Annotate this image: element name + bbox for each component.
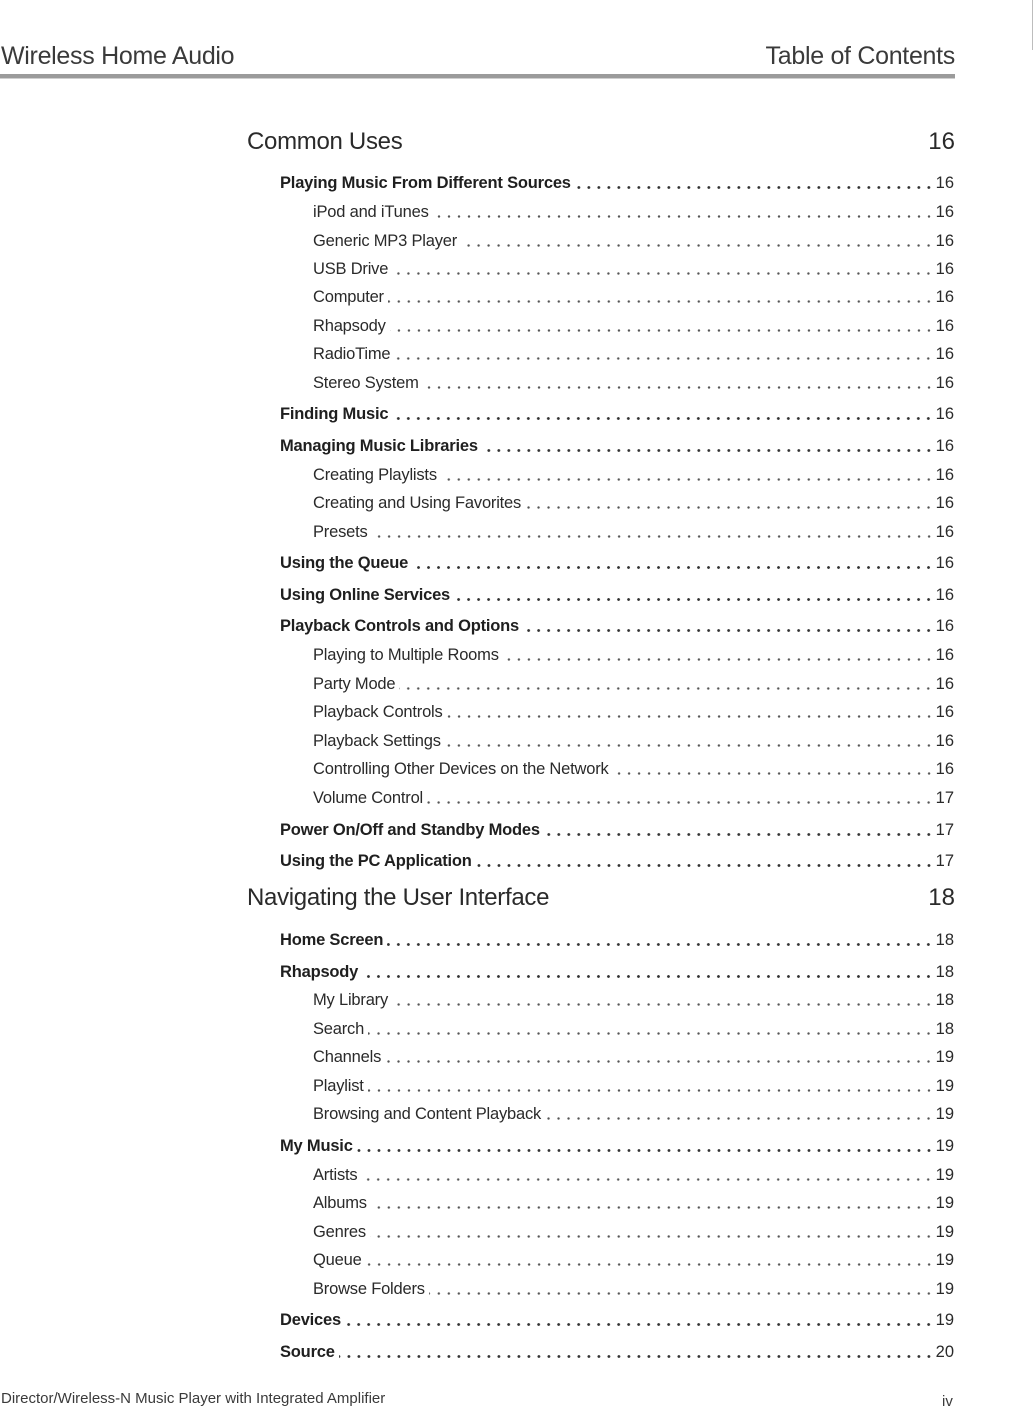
toc-entry-page: 17 xyxy=(935,789,954,807)
toc-entry-page: 19 xyxy=(935,1048,954,1066)
toc-entry-page: 18 xyxy=(928,884,955,911)
toc-subsection[interactable] xyxy=(313,491,954,513)
toc-entry-title: Channels xyxy=(313,1048,382,1066)
page-header xyxy=(0,42,955,78)
dot-leader xyxy=(371,1206,934,1209)
dot-leader xyxy=(392,417,933,420)
toc-entry-title: Common Uses xyxy=(247,128,403,155)
toc-section[interactable] xyxy=(280,551,954,573)
toc-subsection[interactable] xyxy=(313,200,954,222)
toc-entry-title: My Music xyxy=(280,1137,353,1155)
toc-entry-page: 18 xyxy=(935,963,954,981)
toc-subsection[interactable] xyxy=(313,1163,954,1185)
toc-section[interactable] xyxy=(280,1308,954,1330)
toc-entry-title: Rhapsody xyxy=(313,317,386,335)
toc-subsection[interactable] xyxy=(313,1102,954,1124)
dot-leader xyxy=(441,478,934,481)
toc-entry-page: 16 xyxy=(935,675,954,693)
toc-entry-title: Creating and Using Favorites xyxy=(313,494,522,512)
toc-entry-title: Artists xyxy=(313,1166,358,1184)
dot-leader xyxy=(447,715,934,718)
toc-entry-title: iPod and iTunes xyxy=(313,203,429,221)
toc-subsection[interactable] xyxy=(313,700,954,722)
toc-subsection[interactable] xyxy=(313,1074,954,1096)
toc-entry-page: 16 xyxy=(935,203,954,221)
dot-leader xyxy=(399,687,933,690)
section-title: Table of Contents xyxy=(765,42,955,70)
toc-entry-page: 19 xyxy=(935,1223,954,1241)
dot-leader xyxy=(461,244,934,247)
toc-section[interactable] xyxy=(280,849,954,871)
dot-leader xyxy=(388,300,934,303)
dot-leader xyxy=(392,1003,934,1006)
toc-entry-title: Using the Queue xyxy=(280,554,409,572)
dot-leader xyxy=(613,772,934,775)
dot-leader xyxy=(385,1060,934,1063)
toc-entry-title: Source xyxy=(280,1343,335,1361)
toc-subsection[interactable] xyxy=(313,257,954,279)
toc-entry-page: 18 xyxy=(935,991,954,1009)
dot-leader xyxy=(361,1178,933,1181)
toc-entry-title: Browsing and Content Playback xyxy=(313,1105,542,1123)
toc-entry-title: Search xyxy=(313,1020,365,1038)
toc-entry-title: Genres xyxy=(313,1223,366,1241)
dot-leader xyxy=(454,598,934,601)
toc-entry-title: Controlling Other Devices on the Network xyxy=(313,760,609,778)
dot-leader xyxy=(545,1117,934,1120)
dot-leader xyxy=(429,1292,934,1295)
toc-entry-page: 17 xyxy=(935,821,954,839)
dot-leader xyxy=(339,1355,934,1358)
toc-entry-page: 16 xyxy=(935,523,954,541)
toc-entry-title: Volume Control xyxy=(313,789,424,807)
toc-entry-title: Albums xyxy=(313,1194,367,1212)
dot-leader xyxy=(362,975,933,978)
dot-leader xyxy=(544,833,934,836)
dot-leader xyxy=(368,1089,934,1092)
toc-entry-title: Using the PC Application xyxy=(280,852,472,870)
toc-entry-page: 19 xyxy=(935,1166,954,1184)
toc-entry-page: 19 xyxy=(935,1077,954,1095)
dot-leader xyxy=(372,535,934,538)
toc-chapter[interactable] xyxy=(247,884,955,918)
dot-leader xyxy=(503,658,934,661)
toc-entry-title: Rhapsody xyxy=(280,963,359,981)
footer-page-number: iv xyxy=(942,1393,953,1410)
dot-leader xyxy=(357,1149,934,1152)
toc-entry-page: 17 xyxy=(935,852,954,870)
toc-entry-title: Managing Music Libraries xyxy=(280,437,478,455)
dot-leader xyxy=(392,272,933,275)
toc-entry-title: Presets xyxy=(313,523,368,541)
dot-leader xyxy=(423,386,934,389)
dot-leader xyxy=(433,215,934,218)
toc-entry-title: Using Online Services xyxy=(280,586,451,604)
toc-subsection[interactable] xyxy=(313,1248,954,1270)
toc-section[interactable] xyxy=(280,818,954,840)
toc-subsection[interactable] xyxy=(313,463,954,485)
toc-entry-page: 16 xyxy=(935,494,954,512)
toc-entry-page: 16 xyxy=(935,288,954,306)
toc-section[interactable] xyxy=(280,1340,954,1362)
toc-entry-page: 19 xyxy=(935,1311,954,1329)
toc-entry-title: Playing Music From Different Sources xyxy=(280,174,571,192)
toc-entry-title: Computer xyxy=(313,288,384,306)
document-title: Wireless Home Audio xyxy=(1,42,235,70)
dot-leader xyxy=(387,943,933,946)
toc-entry-page: 16 xyxy=(935,703,954,721)
toc-subsection[interactable] xyxy=(313,729,954,751)
toc-entry-page: 16 xyxy=(935,345,954,363)
toc-entry-page: 16 xyxy=(935,586,954,604)
toc-entry-page: 16 xyxy=(935,437,954,455)
toc-entry-page: 16 xyxy=(928,128,955,155)
toc-entry-title: Home Screen xyxy=(280,931,384,949)
toc-subsection[interactable] xyxy=(313,229,954,251)
toc-chapter[interactable] xyxy=(247,128,955,162)
toc-subsection[interactable] xyxy=(313,1017,954,1039)
toc-subsection[interactable] xyxy=(313,757,954,779)
toc-entry-title: My Library xyxy=(313,991,389,1009)
dot-leader xyxy=(445,744,934,747)
toc-entry-title: Playback Settings xyxy=(313,732,441,750)
toc-entry-page: 16 xyxy=(935,617,954,635)
toc-entry-page: 16 xyxy=(935,646,954,664)
dot-leader xyxy=(476,864,934,867)
page-edge-line xyxy=(1032,0,1033,50)
dot-leader xyxy=(394,357,933,360)
toc-section[interactable] xyxy=(280,171,954,193)
toc-subsection[interactable] xyxy=(313,1191,954,1213)
toc-entry-title: Playlist xyxy=(313,1077,364,1095)
toc-subsection[interactable] xyxy=(313,371,954,393)
toc-entry-page: 19 xyxy=(935,1280,954,1298)
footer-product-name: Director/Wireless-N Music Player with Integrated Amplifier xyxy=(1,1390,386,1407)
dot-leader xyxy=(366,1263,934,1266)
toc-entry-page: 16 xyxy=(935,405,954,423)
dot-leader xyxy=(368,1032,934,1035)
toc-section[interactable] xyxy=(280,928,954,950)
toc-entry-title: USB Drive xyxy=(313,260,389,278)
toc-section[interactable] xyxy=(280,583,954,605)
toc-subsection[interactable] xyxy=(313,672,954,694)
toc-entry-page: 19 xyxy=(935,1194,954,1212)
dot-leader xyxy=(523,629,934,632)
toc-subsection[interactable] xyxy=(313,520,954,542)
toc-entry-page: 19 xyxy=(935,1137,954,1155)
toc-entry-title: Playback Controls and Options xyxy=(280,617,519,635)
toc-entry-title: Devices xyxy=(280,1311,341,1329)
toc-entry-page: 16 xyxy=(935,466,954,484)
dot-leader xyxy=(345,1323,934,1326)
toc-entry-title: Stereo System xyxy=(313,374,419,392)
toc-entry-page: 16 xyxy=(935,732,954,750)
toc-entry-page: 16 xyxy=(935,317,954,335)
dot-leader xyxy=(427,801,934,804)
toc-subsection[interactable] xyxy=(313,342,954,364)
toc-subsection[interactable] xyxy=(313,643,954,665)
toc-entry-page: 18 xyxy=(935,931,954,949)
toc-entry-page: 16 xyxy=(935,760,954,778)
header-divider-shadow xyxy=(0,78,955,79)
toc-subsection[interactable] xyxy=(313,314,954,336)
toc-section[interactable] xyxy=(280,614,954,636)
toc-entry-title: Playing to Multiple Rooms xyxy=(313,646,499,664)
toc-entry-title: Party Mode xyxy=(313,675,396,693)
dot-leader xyxy=(390,329,934,332)
toc-subsection[interactable] xyxy=(313,1045,954,1067)
toc-subsection[interactable] xyxy=(313,1277,954,1299)
toc-section[interactable] xyxy=(280,1134,954,1156)
toc-entry-page: 16 xyxy=(935,554,954,572)
toc-entry-title: Creating Playlists xyxy=(313,466,437,484)
toc-subsection[interactable] xyxy=(313,1220,954,1242)
toc-entry-title: Browse Folders xyxy=(313,1280,425,1298)
toc-entry-page: 16 xyxy=(935,174,954,192)
toc-entry-title: Finding Music xyxy=(280,405,389,423)
toc-entry-title: Generic MP3 Player xyxy=(313,232,458,250)
dot-leader xyxy=(525,506,934,509)
toc-subsection[interactable] xyxy=(313,285,954,307)
toc-section[interactable] xyxy=(280,402,954,424)
toc-subsection[interactable] xyxy=(313,988,954,1010)
dot-leader xyxy=(370,1235,934,1238)
toc-entry-page: 18 xyxy=(935,1020,954,1038)
toc-entry-title: Navigating the User Interface xyxy=(247,884,550,911)
toc-entry-page: 19 xyxy=(935,1251,954,1269)
toc-entry-title: RadioTime xyxy=(313,345,391,363)
toc-entry-page: 16 xyxy=(935,374,954,392)
toc-entry-title: Queue xyxy=(313,1251,362,1269)
toc-entry-title: Playback Controls xyxy=(313,703,443,721)
toc-entry-title: Power On/Off and Standby Modes xyxy=(280,821,540,839)
toc-section[interactable] xyxy=(280,434,954,456)
dot-leader xyxy=(482,449,934,452)
dot-leader xyxy=(575,186,934,189)
toc-entry-page: 16 xyxy=(935,232,954,250)
toc-section[interactable] xyxy=(280,960,954,982)
dot-leader xyxy=(412,566,934,569)
toc-entry-page: 20 xyxy=(935,1343,954,1361)
toc-subsection[interactable] xyxy=(313,786,954,808)
toc-entry-page: 19 xyxy=(935,1105,954,1123)
toc-entry-page: 16 xyxy=(935,260,954,278)
